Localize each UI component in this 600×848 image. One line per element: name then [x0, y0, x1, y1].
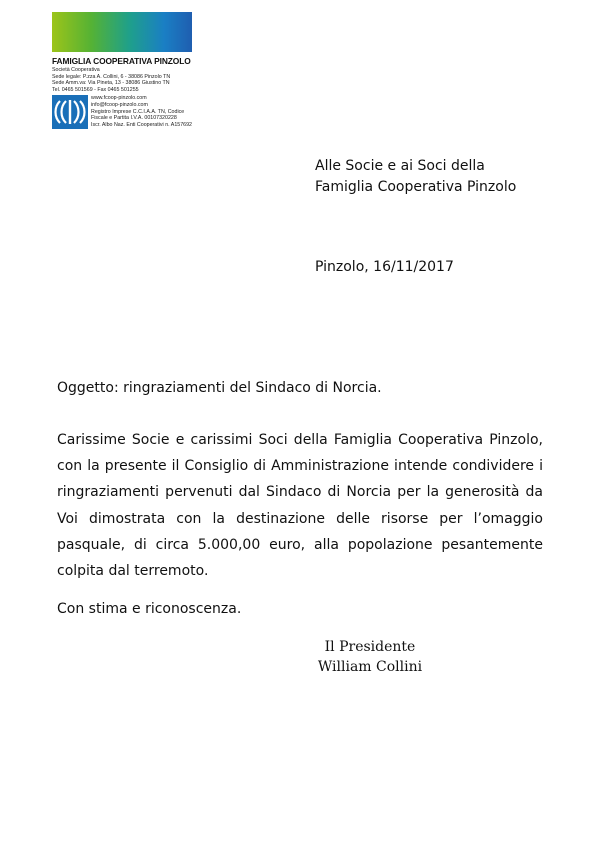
body-line: Voi dimostrata con la destinazione delle risorse per l’omaggio: [57, 510, 543, 527]
signatory-title: Il Presidente: [324, 639, 416, 655]
body-line: ringraziamenti pervenuti dal Sindaco di Norcia per la generosità da: [57, 484, 543, 501]
recipient-address: [315, 156, 516, 198]
letter-date: Pinzolo, 16/11/2017: [315, 259, 454, 275]
org-detail-line: Tel. 0465 501569 - Fax 0465 501255: [52, 86, 139, 93]
recipient-line: Famiglia Cooperativa Pinzolo: [315, 179, 517, 195]
contact-details: [91, 95, 192, 128]
contact-block: [52, 95, 194, 131]
letter-closing: Con stima e riconoscenza.: [57, 601, 242, 617]
registry-line: Fiscale e Partita I.V.A. 00107320228: [91, 115, 177, 122]
org-detail-line: Sede Amm.va: Via Pineta, 13 - 38086 Giustino TN: [52, 80, 170, 87]
recipient-line: Alle Socie e ai Soci della: [315, 158, 485, 174]
registry-line: Iscr. Albo Naz. Enti Cooperativi n. A157692: [91, 121, 192, 128]
org-detail-line: Sede legale: P.zza A. Collini, 6 - 38086 Pinzolo TN: [52, 73, 171, 80]
signatory-name: William Collini: [317, 659, 423, 675]
org-detail-line: Società Cooperativa: [52, 67, 100, 73]
organization-name: FAMIGLIA COOPERATIVA PINZOLO: [52, 56, 191, 66]
body-line: con la presente il Consiglio di Amministrazione intende condividere i: [57, 458, 543, 475]
letter-subject: Oggetto: ringraziamenti del Sindaco di Norcia.: [57, 380, 382, 396]
email-link: info@fcoop-pinzolo.com: [91, 101, 148, 108]
logo-gradient-bar: [52, 12, 192, 52]
signature-block: [315, 637, 425, 677]
body-line: pasquale, di circa 5.000,00 euro, alla popolazione pesantemente: [57, 536, 543, 553]
registry-line: Registro Imprese C.C.I.A.A. TN, Codice: [91, 108, 185, 115]
letterhead: [52, 12, 194, 131]
website-link: www.fcoop-pinzolo.com: [91, 95, 147, 102]
cooperative-logo-icon: [52, 95, 88, 129]
body-line: Carissime Socie e carissimi Soci della Famiglia Cooperativa Pinzolo,: [57, 432, 543, 448]
letter-body: [57, 431, 543, 588]
body-line: colpita dal terremoto.: [57, 562, 209, 579]
organization-details: [52, 67, 194, 93]
